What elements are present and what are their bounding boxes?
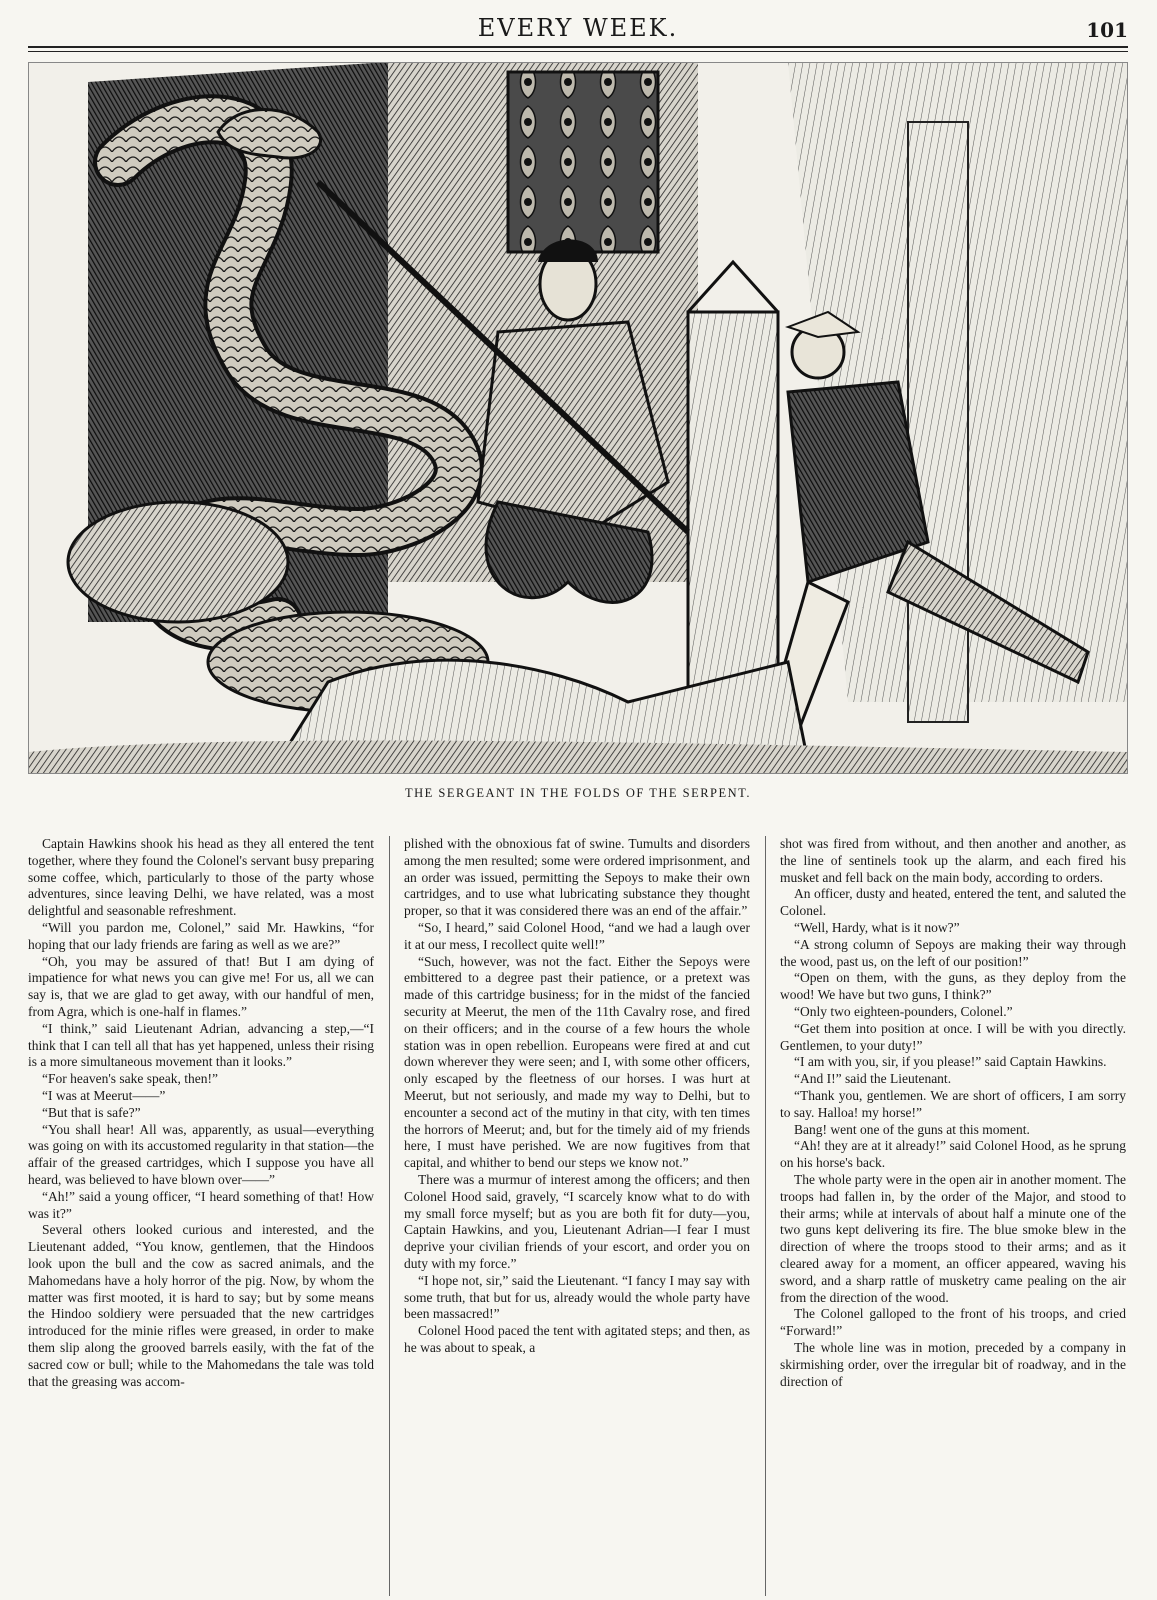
paragraph: plished with the obnoxious fat of swine. Tumults and disorders among the men resulted; some were ordered imprisonment, and an order was issued, permitting the Sepoys to make their own cartridges, and to use what lubricating substance they thought proper, so that it was considered there was an end of the affair.”	[404, 836, 750, 919]
paragraph: “Thank you, gentlemen. We are short of officers, I am sorry to say. Halloa! my horse!”	[780, 1087, 1126, 1120]
paragraph: “I think,” said Lieutenant Adrian, advancing a step,—“I think that I can tell all that has yet happened, unless their rising is a more simultaneous movement than it looks.”	[28, 1020, 374, 1070]
paragraph: The whole party were in the open air in another moment. The troops had fallen in, by the order of the Major, and stood to their arms; while at intervals of about half a minute one of the two guns kept delivering its fire. The blue smoke blew in the direction of where the troops stood to their arms; and as it cleared away for a moment, an officer appeared, waving his sword, and a sharp rattle of musketry came pealing on the air from the direction of the wood.	[780, 1171, 1126, 1305]
paragraph: “A strong column of Sepoys are making their way through the wood, past us, on the left of our position!”	[780, 936, 1126, 969]
paragraph: “Get them into position at once. I will be with you directly. Gentlemen, to your duty!”	[780, 1020, 1126, 1053]
masthead-title: EVERY WEEK.	[477, 14, 679, 42]
serpent-engraving-image	[28, 62, 1128, 774]
paragraph: There was a murmur of interest among the officers; and then Colonel Hood said, gravely, “I scarcely know what to do with my small force myself; but as you are both fit for duty—you, Captain Hawkins, and you, Lieutenant Adrian—I fear I must deprive your civilian friends of your escort, and order you on duty with my force.”	[404, 1171, 750, 1271]
illustration-caption: THE SERGEANT IN THE FOLDS OF THE SERPENT.	[404, 786, 751, 800]
paragraph: shot was fired from without, and then another and another, as the line of sentinels took up the alarm, and each fired his musket and fell back on the main body, according to orders.	[780, 836, 1126, 885]
column-3	[780, 836, 1126, 1592]
paragraph: “But that is safe?”	[42, 1104, 141, 1120]
paragraph: Colonel Hood paced the tent with agitated steps; and then, as he was about to speak, a	[404, 1323, 750, 1355]
paragraph: The whole line was in motion, preceded by a company in skirmishing order, over the irregular bit of roadway, and in the direction of	[780, 1339, 1126, 1389]
paragraph: “So, I heard,” said Colonel Hood, “and we had a laugh over it at our mess, I recollect quite well!”	[404, 919, 750, 952]
paragraph: “Well, Hardy, what is it now?”	[794, 919, 960, 935]
paragraph: The Colonel galloped to the front of his troops, and cried “Forward!”	[780, 1306, 1126, 1339]
paragraph: “I was at Meerut——”	[42, 1087, 166, 1103]
paragraph: “Ah! they are at it already!” said Colonel Hood, as he sprung on his horse's back.	[780, 1138, 1126, 1171]
paragraph: “And I!” said the Lieutenant.	[794, 1071, 952, 1087]
paragraph: An officer, dusty and heated, entered the tent, and saluted the Colonel.	[780, 886, 1126, 919]
column-1	[28, 836, 374, 1592]
paragraph: “I am with you, sir, if you please!” said Captain Hawkins.	[794, 1054, 1107, 1070]
page-number: 101	[1086, 18, 1128, 42]
header-rule-thin	[28, 51, 1128, 52]
paragraph: Bang! went one of the guns at this moment.	[794, 1121, 1030, 1137]
paragraph: “You shall hear! All was, apparently, as usual—everything was going on with its accustomed regularity in that station—the affair of the greased cartridges, which I suppose you have all heard, was believed to have blown over——”	[28, 1121, 374, 1187]
column-2	[404, 836, 750, 1592]
paragraph: “Only two eighteen-pounders, Colonel.”	[794, 1003, 1013, 1019]
page-header	[28, 14, 1128, 44]
paragraph: Captain Hawkins shook his head as they all entered the tent together, where they found the Colonel's servant busy preparing some coffee, which, particularly to those of the party whose adventures, since leaving Delhi, we have related, was a most delightful and seasonable refreshment.	[28, 836, 374, 919]
engraving-illustration	[28, 62, 1128, 774]
article-columns	[28, 836, 1128, 1592]
paragraph: “For heaven's sake speak, then!”	[42, 1071, 218, 1087]
paragraph: “Open on them, with the guns, as they deploy from the wood! We have but two guns, I think?”	[780, 970, 1126, 1003]
header-rule	[28, 46, 1128, 48]
paragraph: “Such, however, was not the fact. Either the Sepoys were embittered to a degree past their patience, or a pretext was made of this cartridge business; for in the midst of the fancied security at Meerut, the men of the 11th Cavalry rose, and fired on their officers; and in the course of a few hours the whole station was in open rebellion. Europeans were fired at and cut down wherever they were seen; and I, with some other officers, only escaped by the fleetness of our horses. I was hurt at Meerut, but not seriously, and made my way to Delhi, but to encounter a second act of the mutiny in that city, with ten times the horrors of Meerut; and, but for the timely aid of my friends here, I must have perished. We are now fugitives from that capital, and whither to bend our steps we know not.”	[404, 953, 750, 1171]
paragraph: “Will you pardon me, Colonel,” said Mr. Hawkins, “for hoping that our lady friends are faring as well as we are?”	[28, 919, 374, 952]
paragraph: Several others looked curious and interested, and the Lieutenant added, “You know, gentlemen, that the Hindoos look upon the bull and the cow as sacred animals, and the Mahomedans have a holy horror of the pig. Now, by whom the matter was first mooted, it is hard to say; but by some means the Hindoo soldiery were persuaded that the new cartridges introduced for the minie rifles were greased, in order to make them slip along the grooved barrels easily, with the fat of the sacred cow or bull; while to the Mahomedans the tale was told that the greasing was accom-	[28, 1222, 374, 1389]
paragraph: “Oh, you may be assured of that! But I am dying of impatience for what news you can give me! For us, all we can say is, that we are glad to get away, with our handful of men, from Agra, which is one-half in flames.”	[28, 953, 374, 1019]
paragraph: “I hope not, sir,” said the Lieutenant. “I fancy I may say with some truth, that but for us, already would the whole party have been massacred!”	[404, 1272, 750, 1322]
paragraph: “Ah!” said a young officer, “I heard something of that! How was it?”	[28, 1188, 374, 1221]
